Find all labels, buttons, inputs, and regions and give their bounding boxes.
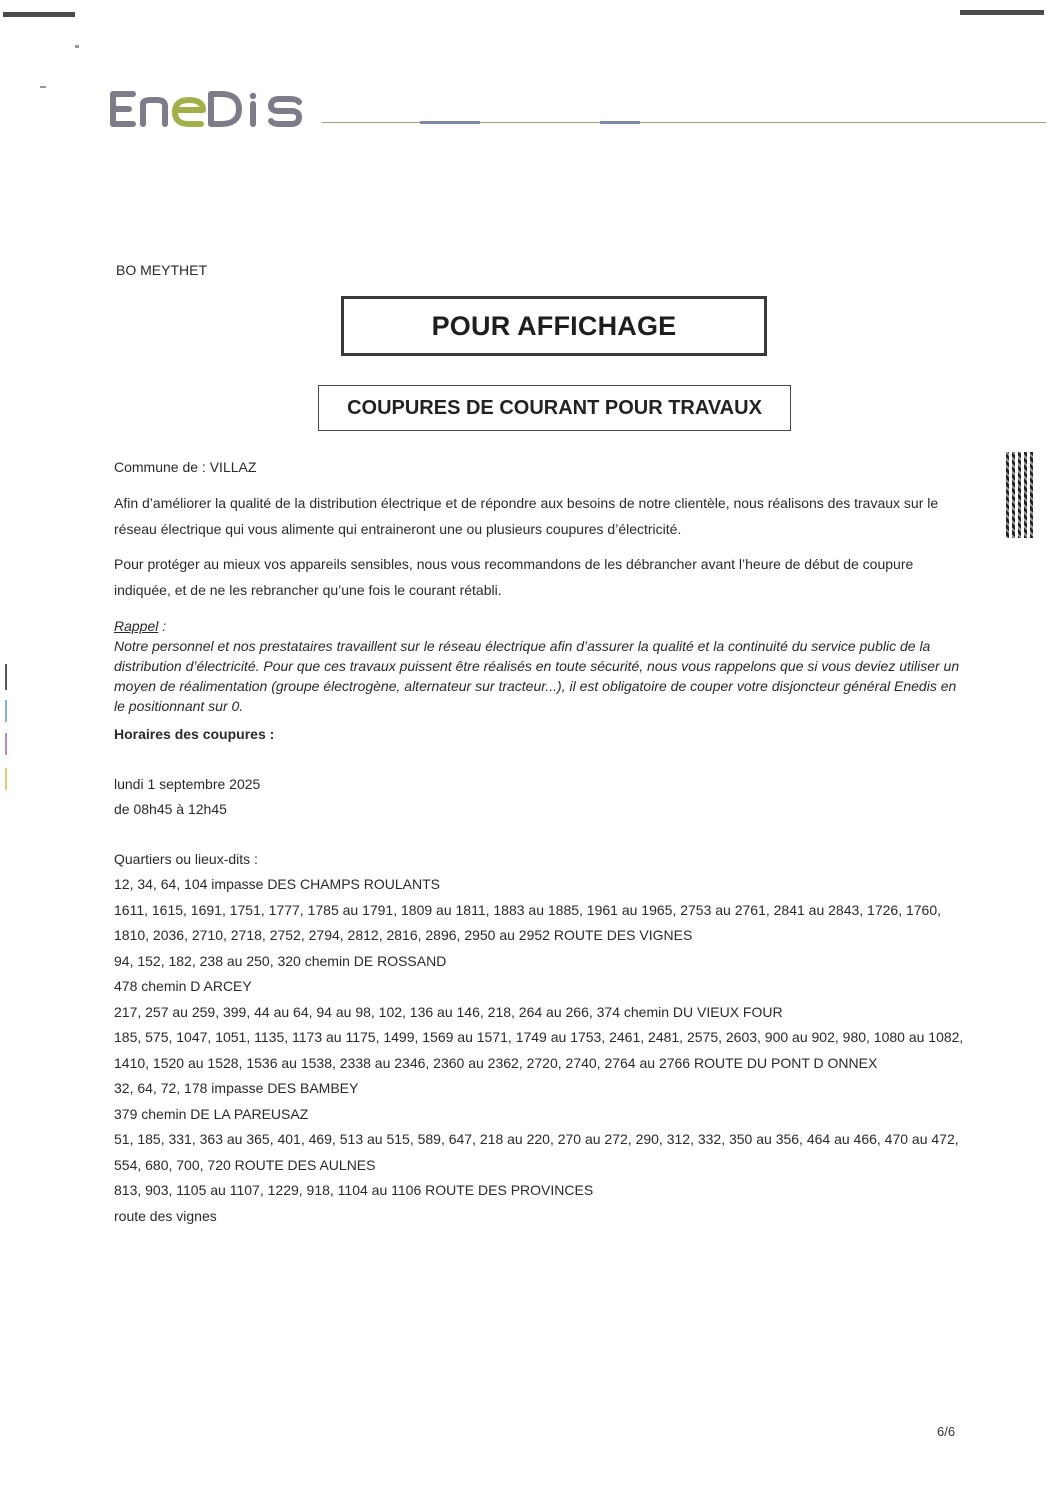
display-title: POUR AFFICHAGE	[431, 310, 677, 341]
location-item: 478 chemin D ARCEY	[114, 978, 252, 994]
agency-name: BO MEYTHET	[116, 262, 208, 278]
rappel-colon: :	[158, 618, 167, 634]
margin-mark	[5, 700, 7, 722]
scan-speck	[75, 45, 79, 48]
subject-title: COUPURES DE COURANT POUR TRAVAUX	[347, 396, 762, 419]
margin-mark	[5, 733, 7, 755]
commune-line: Commune de : VILLAZ	[114, 459, 257, 475]
scan-edge-mark-right	[960, 10, 1044, 15]
schedule-time: de 08h45 à 12h45	[114, 801, 227, 817]
location-item: 12, 34, 64, 104 impasse DES CHAMPS ROULANTS	[114, 876, 441, 892]
location-item: route des vignes	[114, 1207, 217, 1224]
header-rule-accent	[600, 121, 640, 124]
location-item: 813, 903, 1105 au 1107, 1229, 918, 1104 au 1106 ROUTE DES PROVINCES	[114, 1182, 594, 1198]
schedule-heading: Horaires des coupures :	[114, 726, 275, 742]
rappel-block	[114, 616, 964, 716]
location-item: 51, 185, 331, 363 au 365, 401, 469, 513 au 515, 589, 647, 218 au 220, 270 au 272, 290, 312, 332, 350 au 356, 464 au 466, 470 au 472, 554, 680, 700, 720 ROUTE DES AULNES	[114, 1131, 959, 1173]
header-rule-accent	[420, 121, 480, 124]
location-item: 1611, 1615, 1691, 1751, 1777, 1785 au 1791, 1809 au 1811, 1883 au 1885, 1961 au 1965, 2753 au 2761, 2841 au 2843, 1726, 1760, 1810, 2036, 2710, 2718, 2752, 2794, 2812, 2816, 2896, 2950 au 2952 ROUTE DES VIGNES	[114, 901, 942, 943]
datamatrix-code	[1006, 452, 1036, 538]
rappel-label: Rappel	[114, 618, 159, 634]
scan-edge-mark-left	[3, 12, 75, 17]
display-title-box	[341, 296, 767, 356]
location-item: 379 chemin DE LA PAREUSAZ	[114, 1105, 309, 1122]
locations-heading: Quartiers ou lieux-dits :	[114, 851, 258, 867]
location-item: 217, 257 au 259, 399, 44 au 64, 94 au 98, 102, 136 au 146, 218, 264 au 266, 374 chemin DU VIEUX FOUR	[114, 1003, 783, 1020]
advice-paragraph: Pour protéger au mieux vos appareils sensibles, nous vous recommandons de les débrancher avant l’heure de début de coupure indiquée, et de ne les rebrancher qu’une fois le courant rétabli.	[114, 556, 914, 598]
intro-paragraph: Afin d’améliorer la qualité de la distribution électrique et de répondre aux besoins de notre clientèle, nous réalisons des travaux sur le réseau électrique qui vous alimente qui entraineront une ou plusieurs coupures d’électricité.	[114, 495, 939, 537]
margin-mark	[5, 768, 7, 790]
schedule-date: lundi 1 septembre 2025	[114, 776, 261, 792]
locations-list	[114, 872, 974, 1229]
subject-title-box	[318, 385, 791, 431]
page-number: 6/6	[937, 1424, 956, 1439]
enedis-logo	[107, 86, 307, 130]
location-item: 185, 575, 1047, 1051, 1135, 1173 au 1175, 1499, 1569 au 1571, 1749 au 1753, 2461, 2481, 2575, 2603, 900 au 902, 980, 1080 au 1082, 1410, 1520 au 1528, 1536 au 1538, 2338 au 2346, 2360 au 2362, 2720, 2740, 2764 au 2766 ROUTE DU PONT D ONNEX	[114, 1029, 964, 1071]
location-item: 94, 152, 182, 238 au 250, 320 chemin DE ROSSAND	[114, 952, 447, 969]
rappel-text: Notre personnel et nos prestataires travaillent sur le réseau électrique afin d’assurer la qualité et la continuité du service public de la distribution d’électricité. Pour que ces travaux puissent être réalisés en toute sécurité, nous vous rappelons que si vous deviez utiliser un moyen de réalimentation (groupe électrogène, alternateur sur tracteur...), il est obligatoire de couper votre disjoncteur général Enedis en le positionnant sur 0.	[114, 638, 960, 714]
scan-speck	[40, 86, 46, 88]
margin-mark	[5, 664, 7, 690]
location-item: 32, 64, 72, 178 impasse DES BAMBEY	[114, 1080, 359, 1096]
